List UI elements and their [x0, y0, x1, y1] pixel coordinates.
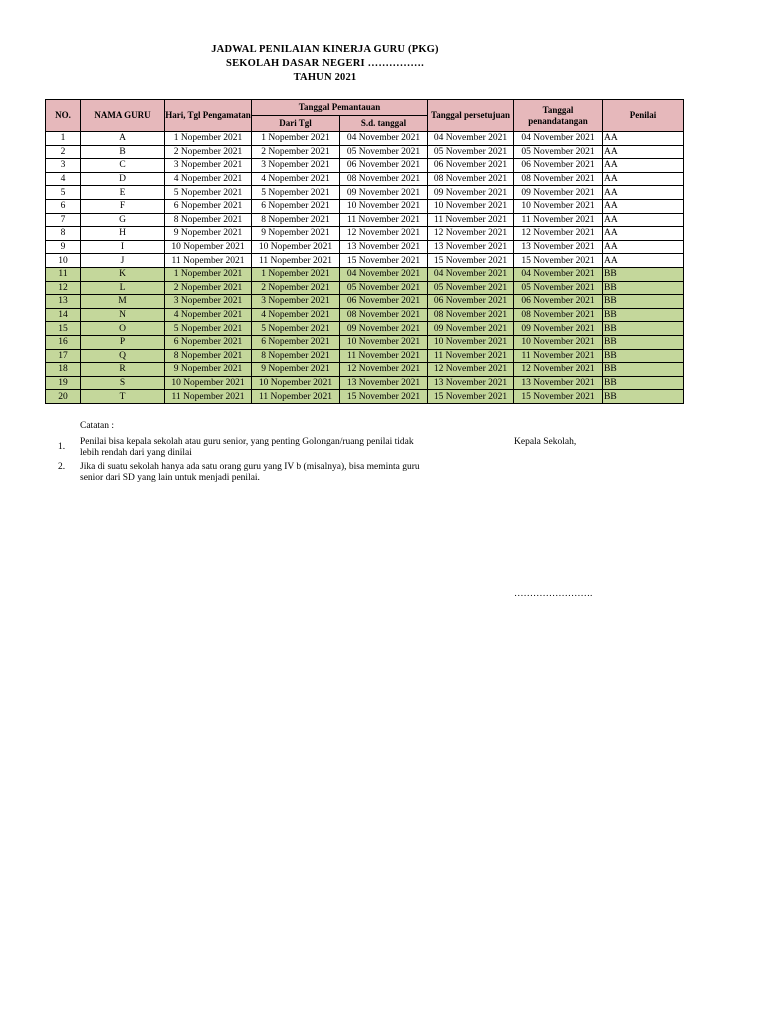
- cell-tanggal-persetujuan: 15 November 2021: [428, 254, 514, 268]
- cell-tanggal-persetujuan: 12 November 2021: [428, 363, 514, 377]
- cell-penilai: BB: [603, 376, 684, 390]
- cell-nama-guru: C: [81, 159, 165, 173]
- cell-penilai: BB: [603, 349, 684, 363]
- table-row: [46, 267, 684, 281]
- cell-dari-tgl: 2 Nopember 2021: [252, 281, 340, 295]
- cell-sd-tanggal: 06 November 2021: [340, 295, 428, 309]
- cell-hari-pengamatan: 10 Nopember 2021: [165, 240, 252, 254]
- cell-hari-pengamatan: 9 Nopember 2021: [165, 227, 252, 241]
- cell-tanggal-penandatangan: 06 November 2021: [514, 295, 603, 309]
- cell-tanggal-persetujuan: 12 November 2021: [428, 227, 514, 241]
- cell-sd-tanggal: 09 November 2021: [340, 322, 428, 336]
- cell-no: 16: [46, 335, 81, 349]
- cell-sd-tanggal: 08 November 2021: [340, 172, 428, 186]
- cell-dari-tgl: 6 Nopember 2021: [252, 335, 340, 349]
- cell-dari-tgl: 3 Nopember 2021: [252, 159, 340, 173]
- cell-tanggal-persetujuan: 04 November 2021: [428, 132, 514, 146]
- cell-hari-pengamatan: 5 Nopember 2021: [165, 322, 252, 336]
- cell-tanggal-penandatangan: 15 November 2021: [514, 254, 603, 268]
- note-number: 2.: [58, 462, 66, 472]
- cell-nama-guru: D: [81, 172, 165, 186]
- cell-dari-tgl: 4 Nopember 2021: [252, 308, 340, 322]
- cell-sd-tanggal: 09 November 2021: [340, 186, 428, 200]
- cell-no: 13: [46, 295, 81, 309]
- cell-no: 9: [46, 240, 81, 254]
- cell-dari-tgl: 3 Nopember 2021: [252, 295, 340, 309]
- cell-nama-guru: P: [81, 335, 165, 349]
- table-row: [46, 376, 684, 390]
- cell-penilai: AA: [603, 186, 684, 200]
- cell-penilai: BB: [603, 295, 684, 309]
- cell-tanggal-penandatangan: 13 November 2021: [514, 376, 603, 390]
- cell-penilai: AA: [603, 227, 684, 241]
- cell-dari-tgl: 1 Nopember 2021: [252, 267, 340, 281]
- cell-tanggal-persetujuan: 10 November 2021: [428, 199, 514, 213]
- cell-nama-guru: I: [81, 240, 165, 254]
- table-row: [46, 281, 684, 295]
- cell-penilai: BB: [603, 267, 684, 281]
- cell-no: 6: [46, 199, 81, 213]
- cell-nama-guru: J: [81, 254, 165, 268]
- cell-tanggal-penandatangan: 09 November 2021: [514, 322, 603, 336]
- cell-sd-tanggal: 12 November 2021: [340, 227, 428, 241]
- cell-tanggal-persetujuan: 11 November 2021: [428, 213, 514, 227]
- header-sd-tanggal: S.d. tanggal: [340, 116, 428, 132]
- cell-penilai: AA: [603, 145, 684, 159]
- cell-sd-tanggal: 04 November 2021: [340, 267, 428, 281]
- table-row: [46, 145, 684, 159]
- cell-penilai: BB: [603, 390, 684, 404]
- cell-hari-pengamatan: 6 Nopember 2021: [165, 335, 252, 349]
- cell-no: 5: [46, 186, 81, 200]
- cell-penilai: BB: [603, 281, 684, 295]
- cell-no: 2: [46, 145, 81, 159]
- cell-tanggal-persetujuan: 09 November 2021: [428, 322, 514, 336]
- table-row: [46, 308, 684, 322]
- cell-hari-pengamatan: 2 Nopember 2021: [165, 281, 252, 295]
- cell-nama-guru: L: [81, 281, 165, 295]
- table-row: [46, 363, 684, 377]
- cell-tanggal-persetujuan: 13 November 2021: [428, 240, 514, 254]
- note-text: Penilai bisa kepala sekolah atau guru senior, yang penting Golongan/ruang penilai tidak lebih rendah dari yang dinilai: [80, 437, 414, 458]
- table-row: [46, 322, 684, 336]
- cell-no: 17: [46, 349, 81, 363]
- cell-tanggal-penandatangan: 05 November 2021: [514, 281, 603, 295]
- cell-tanggal-persetujuan: 08 November 2021: [428, 308, 514, 322]
- cell-tanggal-penandatangan: 12 November 2021: [514, 227, 603, 241]
- cell-nama-guru: A: [81, 132, 165, 146]
- cell-penilai: BB: [603, 363, 684, 377]
- cell-tanggal-penandatangan: 05 November 2021: [514, 145, 603, 159]
- cell-nama-guru: N: [81, 308, 165, 322]
- cell-tanggal-persetujuan: 05 November 2021: [428, 145, 514, 159]
- cell-sd-tanggal: 10 November 2021: [340, 335, 428, 349]
- header-penilai: Penilai: [603, 100, 684, 132]
- cell-dari-tgl: 8 Nopember 2021: [252, 349, 340, 363]
- table-row: [46, 159, 684, 173]
- cell-sd-tanggal: 11 November 2021: [340, 349, 428, 363]
- cell-tanggal-penandatangan: 11 November 2021: [514, 213, 603, 227]
- cell-no: 8: [46, 227, 81, 241]
- cell-no: 7: [46, 213, 81, 227]
- cell-tanggal-persetujuan: 04 November 2021: [428, 267, 514, 281]
- cell-dari-tgl: 9 Nopember 2021: [252, 363, 340, 377]
- cell-tanggal-penandatangan: 13 November 2021: [514, 240, 603, 254]
- cell-tanggal-penandatangan: 09 November 2021: [514, 186, 603, 200]
- table-row: [46, 390, 684, 404]
- cell-hari-pengamatan: 3 Nopember 2021: [165, 295, 252, 309]
- notes-heading: Catatan :: [80, 421, 115, 431]
- cell-tanggal-penandatangan: 12 November 2021: [514, 363, 603, 377]
- header-tanggal-penandatangan: Tanggal penandatangan: [514, 100, 603, 132]
- cell-tanggal-persetujuan: 13 November 2021: [428, 376, 514, 390]
- cell-hari-pengamatan: 1 Nopember 2021: [165, 132, 252, 146]
- cell-nama-guru: G: [81, 213, 165, 227]
- cell-nama-guru: F: [81, 199, 165, 213]
- table-row: [46, 227, 684, 241]
- cell-dari-tgl: 5 Nopember 2021: [252, 322, 340, 336]
- cell-nama-guru: R: [81, 363, 165, 377]
- cell-hari-pengamatan: 10 Nopember 2021: [165, 376, 252, 390]
- cell-tanggal-persetujuan: 08 November 2021: [428, 172, 514, 186]
- cell-sd-tanggal: 06 November 2021: [340, 159, 428, 173]
- cell-no: 18: [46, 363, 81, 377]
- cell-penilai: AA: [603, 213, 684, 227]
- cell-penilai: AA: [603, 199, 684, 213]
- schedule-table: [45, 99, 684, 404]
- cell-penilai: BB: [603, 335, 684, 349]
- cell-hari-pengamatan: 8 Nopember 2021: [165, 213, 252, 227]
- cell-penilai: AA: [603, 240, 684, 254]
- cell-tanggal-persetujuan: 06 November 2021: [428, 159, 514, 173]
- cell-sd-tanggal: 13 November 2021: [340, 376, 428, 390]
- cell-hari-pengamatan: 4 Nopember 2021: [165, 308, 252, 322]
- header-dari-tgl: Dari Tgl: [252, 116, 340, 132]
- header-nama-guru: NAMA GURU: [81, 100, 165, 132]
- cell-no: 19: [46, 376, 81, 390]
- cell-dari-tgl: 11 Nopember 2021: [252, 390, 340, 404]
- cell-tanggal-persetujuan: 05 November 2021: [428, 281, 514, 295]
- document-title: JADWAL PENILAIAN KINERJA GURU (PKG): [211, 44, 439, 55]
- note-number: 1.: [58, 442, 66, 452]
- cell-hari-pengamatan: 5 Nopember 2021: [165, 186, 252, 200]
- table-row: [46, 335, 684, 349]
- cell-dari-tgl: 9 Nopember 2021: [252, 227, 340, 241]
- cell-dari-tgl: 1 Nopember 2021: [252, 132, 340, 146]
- cell-sd-tanggal: 05 November 2021: [340, 281, 428, 295]
- cell-nama-guru: K: [81, 267, 165, 281]
- table-row: [46, 254, 684, 268]
- cell-nama-guru: T: [81, 390, 165, 404]
- cell-sd-tanggal: 15 November 2021: [340, 390, 428, 404]
- cell-no: 11: [46, 267, 81, 281]
- cell-tanggal-persetujuan: 10 November 2021: [428, 335, 514, 349]
- cell-dari-tgl: 5 Nopember 2021: [252, 186, 340, 200]
- cell-sd-tanggal: 13 November 2021: [340, 240, 428, 254]
- cell-hari-pengamatan: 3 Nopember 2021: [165, 159, 252, 173]
- cell-nama-guru: M: [81, 295, 165, 309]
- header-hari-pengamatan: Hari, Tgl Pengamatan: [165, 100, 252, 132]
- cell-no: 15: [46, 322, 81, 336]
- cell-nama-guru: S: [81, 376, 165, 390]
- cell-nama-guru: B: [81, 145, 165, 159]
- table-row: [46, 213, 684, 227]
- cell-dari-tgl: 8 Nopember 2021: [252, 213, 340, 227]
- cell-sd-tanggal: 08 November 2021: [340, 308, 428, 322]
- cell-sd-tanggal: 04 November 2021: [340, 132, 428, 146]
- cell-tanggal-persetujuan: 06 November 2021: [428, 295, 514, 309]
- cell-sd-tanggal: 12 November 2021: [340, 363, 428, 377]
- cell-dari-tgl: 6 Nopember 2021: [252, 199, 340, 213]
- cell-dari-tgl: 11 Nopember 2021: [252, 254, 340, 268]
- cell-no: 14: [46, 308, 81, 322]
- cell-nama-guru: E: [81, 186, 165, 200]
- table-row: [46, 132, 684, 146]
- cell-tanggal-penandatangan: 04 November 2021: [514, 267, 603, 281]
- cell-hari-pengamatan: 1 Nopember 2021: [165, 267, 252, 281]
- cell-hari-pengamatan: 11 Nopember 2021: [165, 390, 252, 404]
- header-tanggal-pemantauan: Tanggal Pemantauan: [252, 100, 428, 116]
- note-text: Jika di suatu sekolah hanya ada satu orang guru yang IV b (misalnya), bisa meminta guru senior dari SD yang lain untuk menjadi penilai.: [80, 462, 420, 483]
- cell-hari-pengamatan: 9 Nopember 2021: [165, 363, 252, 377]
- cell-tanggal-penandatangan: 06 November 2021: [514, 159, 603, 173]
- cell-no: 4: [46, 172, 81, 186]
- cell-tanggal-penandatangan: 04 November 2021: [514, 132, 603, 146]
- cell-sd-tanggal: 15 November 2021: [340, 254, 428, 268]
- cell-hari-pengamatan: 2 Nopember 2021: [165, 145, 252, 159]
- cell-sd-tanggal: 05 November 2021: [340, 145, 428, 159]
- cell-hari-pengamatan: 8 Nopember 2021: [165, 349, 252, 363]
- cell-hari-pengamatan: 6 Nopember 2021: [165, 199, 252, 213]
- table-row: [46, 172, 684, 186]
- table-row: [46, 186, 684, 200]
- cell-hari-pengamatan: 4 Nopember 2021: [165, 172, 252, 186]
- table-row: [46, 199, 684, 213]
- table-row: [46, 295, 684, 309]
- table-row: [46, 349, 684, 363]
- document-year: TAHUN 2021: [293, 72, 357, 83]
- cell-tanggal-persetujuan: 09 November 2021: [428, 186, 514, 200]
- cell-tanggal-penandatangan: 11 November 2021: [514, 349, 603, 363]
- cell-nama-guru: H: [81, 227, 165, 241]
- cell-sd-tanggal: 10 November 2021: [340, 199, 428, 213]
- cell-sd-tanggal: 11 November 2021: [340, 213, 428, 227]
- cell-tanggal-persetujuan: 11 November 2021: [428, 349, 514, 363]
- header-no: NO.: [46, 100, 81, 132]
- signature-placeholder: …………………….: [514, 589, 593, 599]
- cell-penilai: AA: [603, 254, 684, 268]
- cell-tanggal-penandatangan: 10 November 2021: [514, 335, 603, 349]
- cell-dari-tgl: 10 Nopember 2021: [252, 376, 340, 390]
- cell-penilai: AA: [603, 159, 684, 173]
- cell-dari-tgl: 4 Nopember 2021: [252, 172, 340, 186]
- cell-nama-guru: Q: [81, 349, 165, 363]
- cell-no: 10: [46, 254, 81, 268]
- cell-nama-guru: O: [81, 322, 165, 336]
- cell-penilai: AA: [603, 172, 684, 186]
- cell-penilai: BB: [603, 308, 684, 322]
- cell-no: 12: [46, 281, 81, 295]
- school-name: SEKOLAH DASAR NEGERI …………….: [226, 58, 424, 69]
- cell-penilai: BB: [603, 322, 684, 336]
- cell-tanggal-penandatangan: 15 November 2021: [514, 390, 603, 404]
- cell-no: 20: [46, 390, 81, 404]
- signature-label: Kepala Sekolah,: [514, 437, 577, 447]
- table-row: [46, 240, 684, 254]
- cell-no: 3: [46, 159, 81, 173]
- cell-tanggal-persetujuan: 15 November 2021: [428, 390, 514, 404]
- cell-tanggal-penandatangan: 10 November 2021: [514, 199, 603, 213]
- cell-dari-tgl: 10 Nopember 2021: [252, 240, 340, 254]
- cell-hari-pengamatan: 11 Nopember 2021: [165, 254, 252, 268]
- cell-penilai: AA: [603, 132, 684, 146]
- cell-dari-tgl: 2 Nopember 2021: [252, 145, 340, 159]
- cell-tanggal-penandatangan: 08 November 2021: [514, 308, 603, 322]
- header-tanggal-persetujuan: Tanggal persetujuan: [428, 100, 514, 132]
- cell-no: 1: [46, 132, 81, 146]
- cell-tanggal-penandatangan: 08 November 2021: [514, 172, 603, 186]
